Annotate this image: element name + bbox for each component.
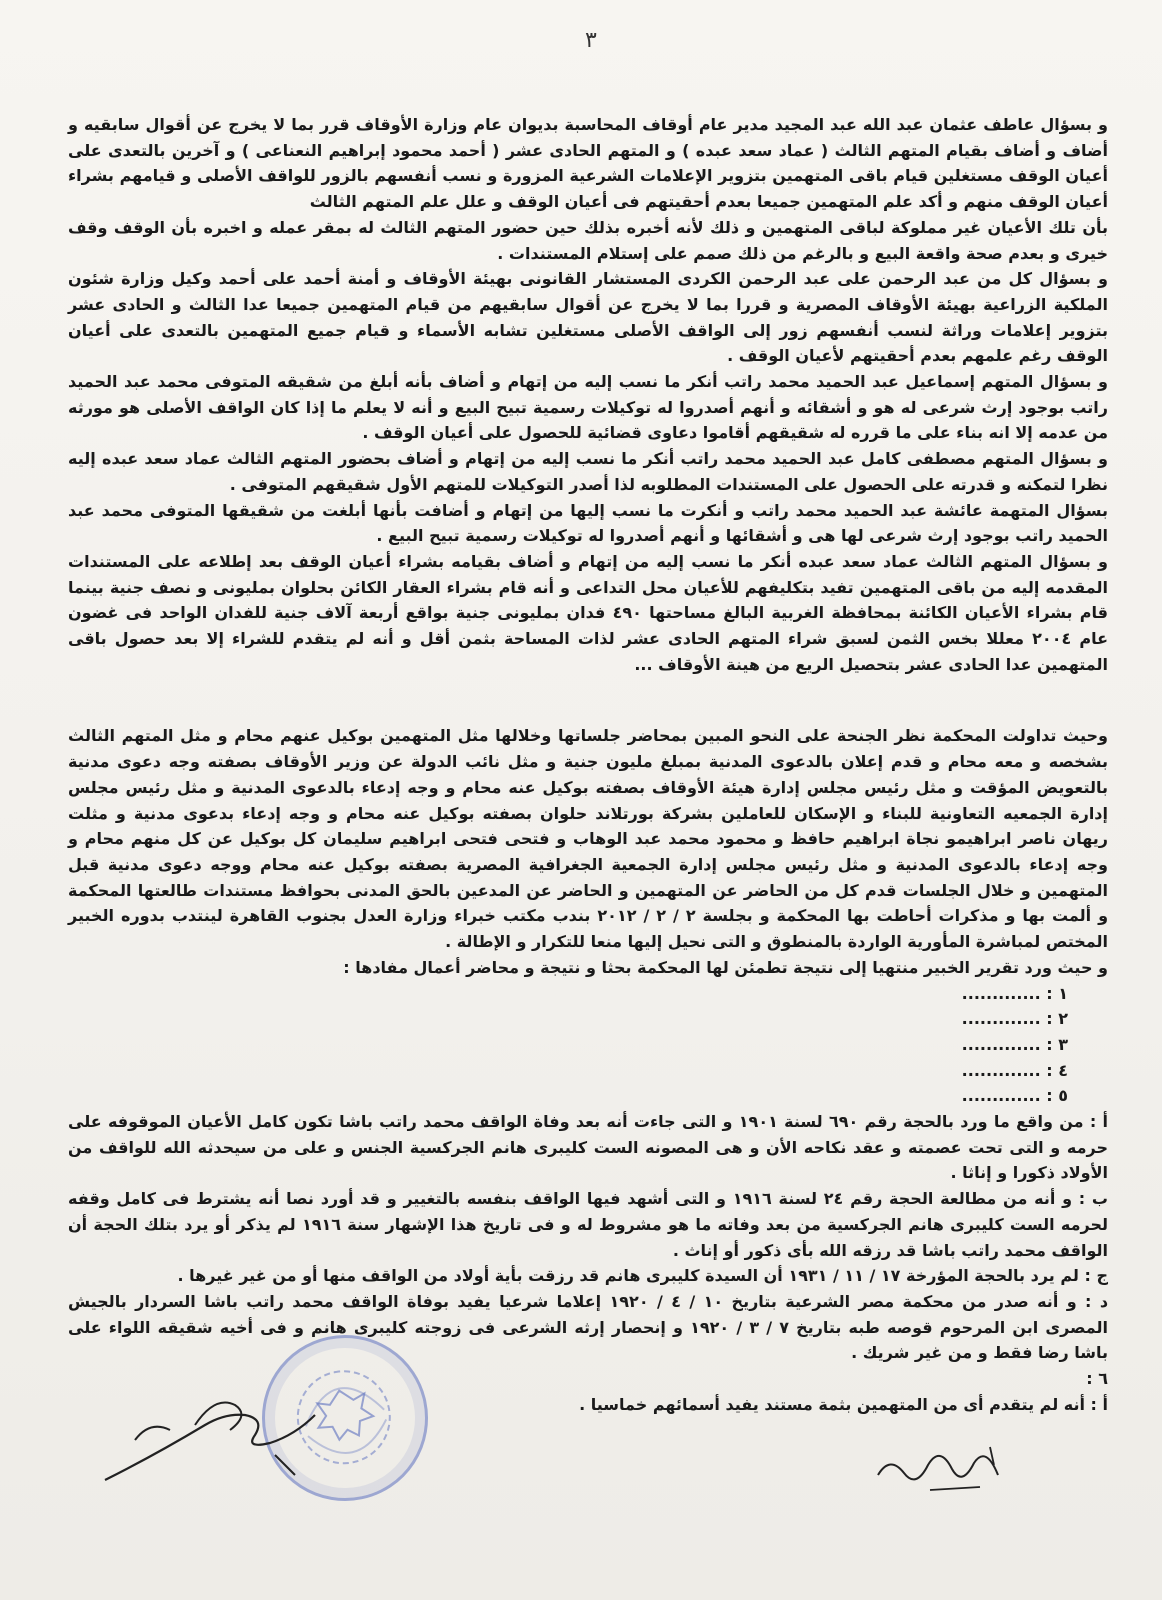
- list-item: ٥ : .............: [961, 1086, 1068, 1106]
- list-item: ٢ : .............: [961, 1009, 1068, 1029]
- finding: ب : و أنه من مطالعة الحجة رقم ٢٤ لسنة ١٩١٦ و التى أشهد فيها الواقف بنفسه بالتغيير و قد أورد نصا أنه يشترط فى كامل وقفه لحرمه الست كليبرى هانم الجركسية من بعد وفاته ما هو مشروط له و فى تاريخ هذا الإشهار سنة ١٩١٦ لم يذكر أو يرد بتلك الحجة أن الواقف محمد راتب باشا قد رزقه الله بأى ذكور أو إناث .: [68, 1189, 1108, 1260]
- finding: أ : أنه لم يتقدم أى من المتهمين بثمة مستند يفيد أسمائهم خماسيا .: [579, 1394, 1108, 1414]
- finding: ٦ :: [1086, 1369, 1108, 1389]
- paragraph: وحيث تداولت المحكمة نظر الجنحة على النحو المبين بمحاضر جلساتها وخلالها مثل المتهمين بوكيل عنهم محام و مثل المتهم الثالث بشخصه و معه محام و قدم إعلان بالدعوى المدنية بمبلغ مليون جنية و مثل نائب الدولة عن وزير الأوقاف بصفته وجه دعوى مدنية بالتعويض المؤقت و مثل رئيس مجلس إدارة هيئة الأوقاف بصفته بوكيل عنه محام و وجه إدعاء بالدعوى المدنية و مثل رئيس مجلس إدارة الجمعيه التعاونية للبناء و الإسكان للعاملين بشركة بورتلاند حلوان بصفته بوكيل عنه محام و وجه إدعاء بدعوى مدنية و مثلت ريهان ناصر ابراهيمو نجاة ابراهيم حافظ و محمود محمد عبد الوهاب و فتحى فتحى ابراهيم سليمان كل بوكيل عن كل منهم محام و وجه إدعاء بالدعوى المدنية و مثل رئيس مجلس إدارة الجمعية الجغرافية المصرية بصفته بوكيل عنه محام ووجه دعوى مدنية قبل المتهمين و خلال الجلسات قدم كل من الحاضر عن المتهمين و الحاضر عن المدعين بالحق المدنى بحوافظ مستندات طالعتها المحكمة و ألمت بها و مذكرات أحاطت بها المحكمة و بجلسة ٢ / ٢ / ٢٠١٢ بندب مكتب خبراء وزارة العدل بجنوب القاهرة لينتدب بدوره الخبير المختص لمباشرة المأورية الواردة بالمنطوق و التى نحيل إليها منعا للتكرار و الإطالة .: [68, 726, 1109, 952]
- paragraph: و بسؤال المتهم إسماعيل عبد الحميد محمد راتب أنكر ما نسب إليه من إتهام و أضاف بأنه أبلغ من شقيقه المتوفى محمد عبد الحميد راتب بوجود إرث شرعى له هو و أشقائه و أنهم أصدروا له توكيلات رسمية تبيح البيع و أنه لا يعلم ما إذا كان الواقف الأصلى هو مورثه من عدمه إلا انه بناء على ما قرره له شقيقهم أقاموا دعاوى قضائية للحصول على أعيان الوقف .: [68, 372, 1108, 443]
- list-item: ٣ : .............: [961, 1034, 1068, 1054]
- finding: أ : من واقع ما ورد بالحجة رقم ٦٩٠ لسنة ١٩٠١ و التى جاءت أنه بعد وفاة الواقف محمد راتب باشا تكون كامل الأعيان الموقوفه على حرمه و التى تحت عصمته و عقد نكاحه الأن و هى المصونه الست كليبرى هانم الجركسية الجنس و على من سيحدثه الله للواقف من الأولاد ذكورا و إناثا .: [68, 1112, 1109, 1183]
- handwritten-signature-right: [870, 1435, 1020, 1505]
- list-item: ١ : .............: [961, 983, 1068, 1003]
- paragraph: و بسؤال كل من عبد الرحمن على عبد الرحمن الكردى المستشار القانونى بهيئة الأوقاف و أمنة أحمد على أحمد وكيل وزارة شئون الملكية الزراعية بهيئة الأوقاف المصرية و قررا بما لا يخرج عن أقوال سابقيهم من قيام المتهمين جميعا عدا الثالث و الحادى عشر بتزوير إعلامات وراثة لنسب أنفسهم زور إلى الواقف الأصلى مستغلين تشابه الأسماء و قيام جميع المتهمين بالتعدى على أعيان الوقف رغم علمهم بعدم أحقيتهم لأعيان الوقف .: [68, 269, 1108, 366]
- dotted-list: [68, 981, 1108, 1110]
- paragraph: بسؤال المتهمة عائشة عبد الحميد محمد راتب و أنكرت ما نسب إليها من إتهام و أضافت بأنها أبلغت من شقيقها المتوفى محمد عبد الحميد راتب بوجود إرث شرعى لها هى و أشقائها و أنهم أصدروا له توكيلات رسمية تبيح البيع .: [68, 500, 1108, 546]
- paragraph: و بسؤال عاطف عثمان عبد الله عبد المجيد مدير عام أوقاف المحاسبة بديوان عام وزارة الأوقاف قرر بما لا يخرج عن أقوال سابقيه و أضاف و أضاف بقيام المتهم الثالث ( عماد سعد عبده ) و المتهم الحادى عشر ( أحمد محمود إبراهيم النعناعى ) و آخرين بالتعدى على أعيان الوقف مستغلين قيام باقى المتهمين بتزوير الإعلامات الشرعية المزورة و نسب أنفسهم بالزور للواقف الأصلى و قيامهم بشراء أعيان الوقف منهم و أكد علم المتهمين جميعا بعدم أحقيتهم فى أعيان الوقف و علل علم المتهم الثالث: [68, 115, 1108, 212]
- finding: د : و أنه صدر من محكمة مصر الشرعية بتاريخ ١٠ / ٤ / ١٩٢٠ إعلاما شرعيا يفيد بوفاة الواقف محمد راتب باشا السردار بالجيش المصرى ابن المرحوم قوصه طبه بتاريخ ٧ / ٣ / ١٩٢٠ و إنحصار إرثه الشرعى فى زوجته كليبرى هانم و فى أخيه شقيقه اللواء على باشا رضا فقط و من غير شريك .: [68, 1291, 1109, 1363]
- handwritten-signature-left: [95, 1385, 325, 1495]
- finding: ج : لم يرد بالحجة المؤرخة ١٧ / ١١ / ١٩٣١ أن السيدة كليبرى هانم قد رزقت بأية أولاد من الواقف منها أو من غير غيرها .: [177, 1266, 1108, 1286]
- document-body: [68, 112, 1108, 1417]
- paragraph: و بسؤال المتهم الثالث عماد سعد عبده أنكر ما نسب إليه من إتهام و أضاف بقيامه بشراء أعيان الوقف بعد إطلاعه على المستندات المقدمه إليه من باقى المتهمين تفيد بتكليفهم للأعيان محل التداعى و أنه قام بشراء العقار الكائن بحلوان بمليونى و نصف جنية بينما قام بشراء الأعيان الكائنة بمحافظة الغربية البالغ مساحتها ٤٩٠ فدان بمليونى جنية بواقع أربعة آلاف جنية للفدان الواحد فى غضون عام ٢٠٠٤ معللا بخس الثمن لسبق شراء المتهم الحادى عشر لذات المساحة بثمن أقل و أنه لم يتقدم للشراء إلا بعد حصول باقى المتهمين عدا الحادى عشر بتحصيل الريع من هينة الأوقاف ...: [68, 551, 1109, 674]
- paragraph-gap: [68, 677, 1108, 723]
- paragraph: بأن تلك الأعيان غير مملوكة لباقى المتهمين و ذلك لأنه أخبره بذلك حين حضور المتهم الثالث له بمقر عمله و اخبره بأن الوقف وقف خيرى و بعدم صحة واقعة البيع و بالرغم من ذلك صمم على إستلام المستندات .: [68, 217, 1108, 263]
- list-item: ٤ : .............: [961, 1060, 1068, 1080]
- page-number: ٣: [585, 28, 597, 53]
- paragraph: و بسؤال المتهم مصطفى كامل عبد الحميد محمد راتب أنكر ما نسب إليه من إتهام و أضاف بحضور المتهم الثالث عماد سعد عبده إليه نظرا لتمكنه و قدرته على الحصول على المستندات المطلوبه لذا أصدر التوكيلات للمتهم الأول شقيقهم المتوفى .: [68, 449, 1108, 494]
- paragraph: و حيث ورد تقرير الخبير منتهيا إلى نتيجة تطمئن لها المحكمة بحثا و نتيجة و محاضر أعمال مفادها :: [343, 957, 1108, 977]
